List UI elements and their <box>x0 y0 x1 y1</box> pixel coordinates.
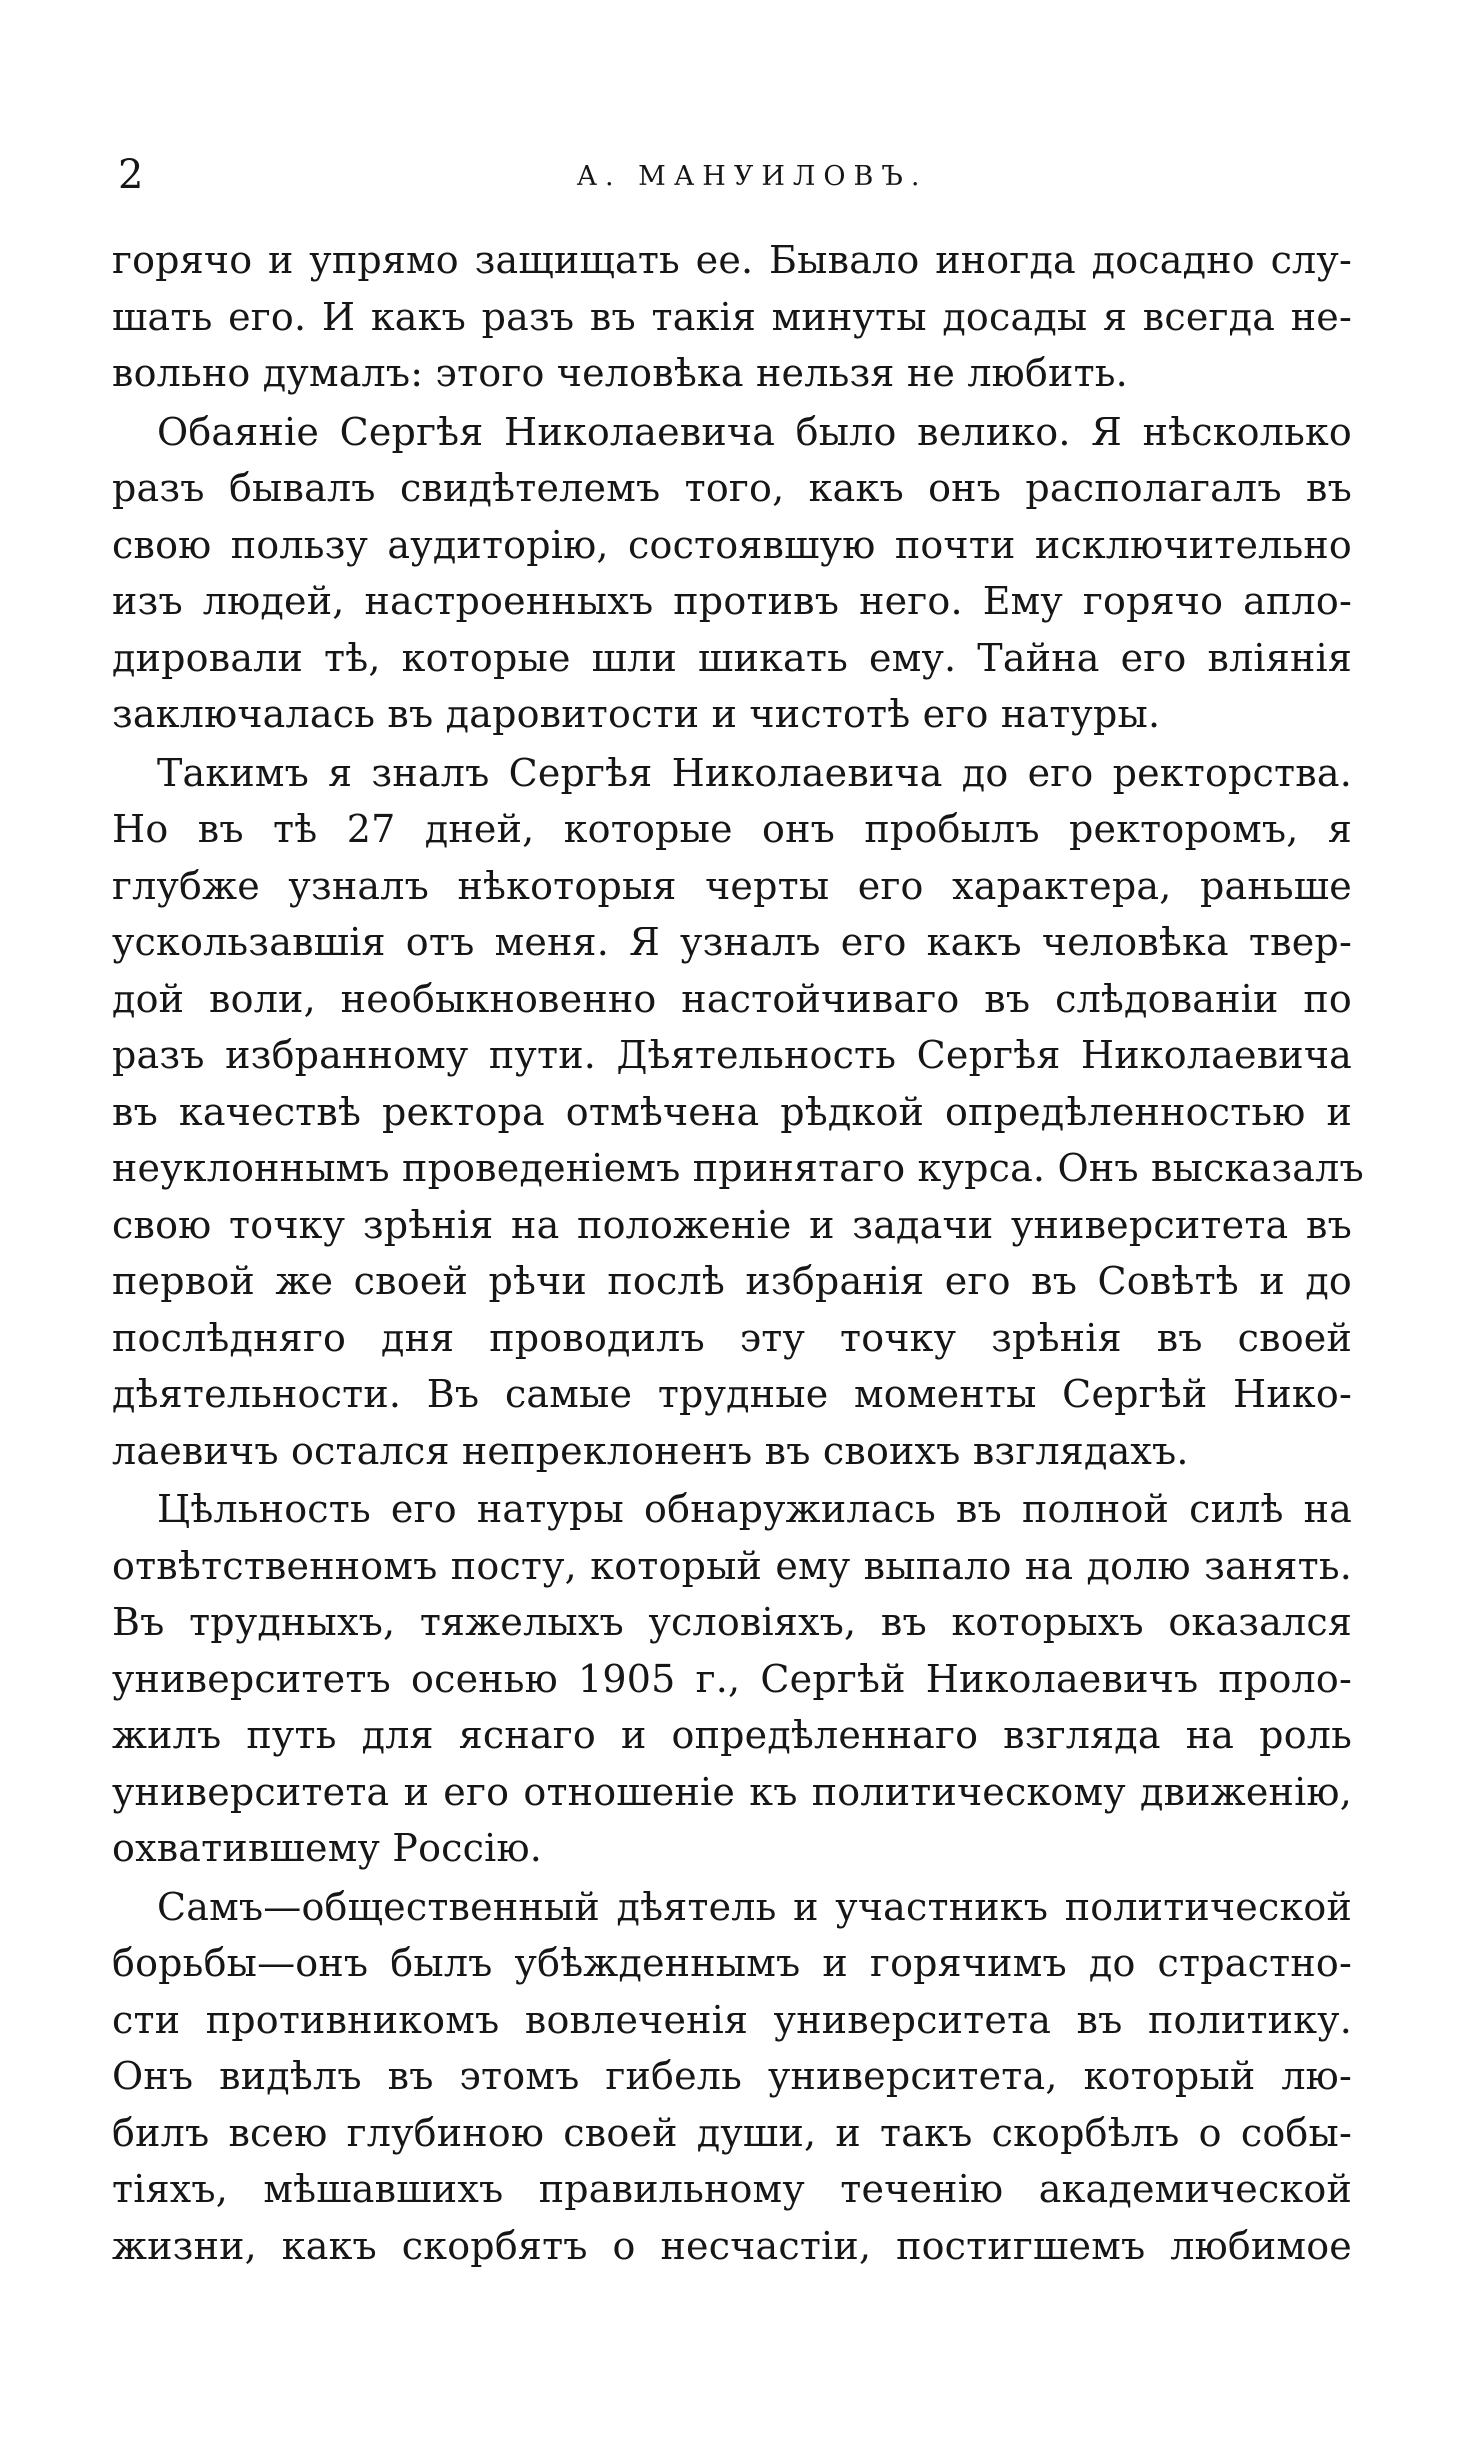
text-line: неуклоннымъ проведеніемъ принятаго курса. Онъ высказалъ <box>112 1146 1364 1190</box>
text-line: дой воли, необыкновенно настойчиваго въ слѣдованіи по <box>112 976 1352 1021</box>
text-line: горячо и упрямо защищать ее. Бывало иногда досадно слу- <box>112 238 1352 282</box>
text-line: ускользавшія отъ меня. Я узналъ его какъ человѣка твер- <box>112 920 1352 964</box>
text-line: въ качествѣ ректора отмѣчена рѣдкой опредѣленностью и <box>112 1089 1352 1134</box>
text-line: первой же своей рѣчи послѣ избранія его въ Совѣтѣ и до <box>112 1259 1352 1303</box>
text-line: дѣятельности. Въ самые трудные моменты Сергѣй Нико- <box>112 1372 1352 1416</box>
text-line: изъ людей, настроенныхъ противъ него. Ему горячо апло- <box>112 579 1352 623</box>
text-line: дировали тѣ, которые шли шикать ему. Тайна его вліянія <box>112 635 1352 680</box>
body-text <box>112 232 1364 2274</box>
text-line: послѣдняго дня проводилъ эту точку зрѣнія въ своей <box>112 1315 1352 1360</box>
text-line: Самъ—общественный дѣятель и участникъ политической <box>157 1884 1352 1929</box>
text-line: университета и его отношеніе къ политическому движенію, <box>112 1769 1352 1814</box>
text-line: вольно думалъ: этого человѣка нельзя не любить. <box>112 351 1128 395</box>
text-line: сти противникомъ вовлеченія университета въ политику. <box>112 1997 1352 2042</box>
text-line: свою пользу аудиторію, состоявшую почти исключительно <box>112 522 1352 567</box>
text-line: шать его. И какъ разъ въ такія минуты досады я всегда не- <box>112 294 1352 339</box>
text-line: билъ всею глубиною своей души, и такъ скорбѣлъ о собы- <box>112 2110 1352 2155</box>
text-line: жилъ путь для яснаго и опредѣленнаго взгляда на роль <box>112 1713 1352 1757</box>
text-line: Онъ видѣлъ въ этомъ гибель университета, который лю- <box>112 2054 1352 2098</box>
text-line: борьбы—онъ былъ убѣжденнымъ и горячимъ до страстно- <box>112 1941 1352 1985</box>
text-line: Въ трудныхъ, тяжелыхъ условіяхъ, въ которыхъ оказался <box>112 1600 1352 1644</box>
paragraph <box>112 1481 1352 1877</box>
text-line: заключалась въ даровитости и чистотѣ его натуры. <box>112 692 1161 736</box>
text-line: глубже узналъ нѣкоторыя черты его характера, раньше <box>112 863 1352 908</box>
text-line: свою точку зрѣнія на положеніе и задачи университета въ <box>112 1202 1352 1247</box>
running-head: А. МАНУИЛОВЪ. <box>576 161 928 192</box>
text-line: Цѣльность его натуры обнаружилась въ полной силѣ на <box>157 1487 1352 1531</box>
text-line: лаевичъ остался непреклоненъ въ своихъ взглядахъ. <box>112 1428 1189 1473</box>
paragraph <box>112 232 1352 402</box>
text-line: разъ избранному пути. Дѣятельность Сергѣя Николаевича <box>112 1033 1352 1077</box>
text-line: тіяхъ, мѣшавшихъ правильному теченію академической <box>112 2167 1352 2211</box>
page-header <box>112 150 1352 200</box>
text-line: Обаяніе Сергѣя Николаевича было велико. Я нѣсколько <box>157 409 1352 454</box>
paragraph <box>112 1879 1352 2275</box>
text-line: разъ бывалъ свидѣтелемъ того, какъ онъ располагалъ въ <box>112 466 1352 510</box>
text-line: охватившему Россію. <box>112 1826 543 1870</box>
text-line: Но въ тѣ 27 дней, которые онъ пробылъ ректоромъ, я <box>112 807 1352 851</box>
text-line: университетъ осенью 1905 г., Сергѣй Николаевичъ проло- <box>112 1656 1352 1701</box>
text-line: отвѣтственномъ посту, который ему выпало на долю занять. <box>112 1543 1352 1588</box>
text-line: жизни, какъ скорбятъ о несчастіи, постигшемъ любимое <box>112 2223 1352 2268</box>
paragraph <box>112 745 1364 1480</box>
text-line: Такимъ я зналъ Сергѣя Николаевича до его ректорства. <box>157 750 1352 795</box>
paragraph <box>112 404 1352 743</box>
page-number: 2 <box>118 152 144 198</box>
